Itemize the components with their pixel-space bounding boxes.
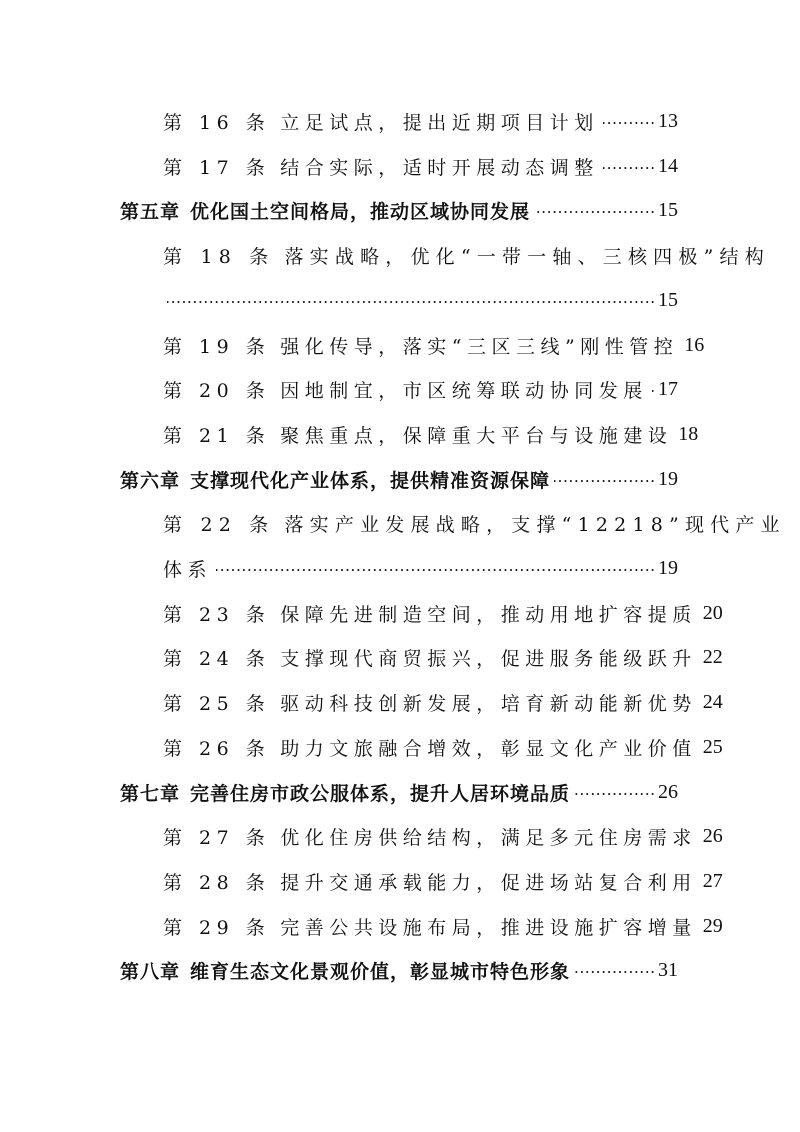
entry-title: 落实产业发展战略，支撑“12218”现代产业	[284, 513, 786, 536]
dot-leader	[574, 777, 656, 807]
page-number: 15	[658, 198, 678, 221]
toc-section-entry[interactable]	[0, 240, 770, 270]
page-number: 17	[658, 377, 678, 400]
entry-number: 第八章	[120, 960, 181, 983]
entry-text	[163, 376, 648, 403]
page-number: 27	[702, 869, 723, 892]
toc-section-entry[interactable]	[0, 598, 723, 628]
dot-leader	[216, 553, 656, 583]
entry-text	[163, 153, 599, 180]
entry-text	[120, 779, 570, 806]
toc-section-entry[interactable]	[0, 732, 723, 762]
page-number: 26	[658, 780, 678, 803]
entry-number: 第六章	[120, 469, 181, 492]
entry-text	[163, 823, 697, 850]
entry-title: 保障先进制造空间，推动用地扩容提质	[280, 603, 697, 626]
page-number: 20	[702, 601, 723, 624]
entry-text	[163, 332, 678, 359]
page-number: 15	[658, 288, 678, 311]
entry-title: 完善公共设施布局，推进设施扩容增量	[280, 916, 697, 939]
entry-title: 完善住房市政公服体系，提升人居环境品质	[190, 782, 571, 805]
toc-section-entry[interactable]	[0, 866, 723, 896]
dot-leader	[167, 285, 656, 315]
entry-number: 第 25 条	[163, 692, 271, 715]
toc-section-entry[interactable]	[0, 642, 723, 672]
page-number: 16	[684, 333, 705, 356]
toc-section-entry[interactable]	[0, 374, 678, 404]
toc-section-entry[interactable]	[0, 687, 723, 717]
toc-section-entry[interactable]	[0, 419, 699, 449]
dot-leader	[652, 374, 656, 404]
toc-chapter-entry[interactable]	[0, 777, 678, 807]
toc-chapter-entry[interactable]	[0, 195, 678, 225]
entry-number: 第 22 条	[163, 513, 275, 536]
entry-text	[163, 600, 697, 627]
toc-section-entry[interactable]	[0, 911, 723, 941]
toc-section-entry[interactable]	[0, 151, 678, 181]
dot-leader	[603, 106, 656, 136]
entry-text	[163, 421, 672, 448]
page-number: 19	[658, 467, 678, 490]
entry-title: 落实战略，优化“一带一轴、三核四极”结构	[284, 245, 770, 268]
entry-text	[163, 510, 786, 537]
entry-title: 助力文旅融合增效，彰显文化产业价值	[280, 737, 697, 760]
entry-number: 第 24 条	[163, 647, 271, 670]
toc-section-entry[interactable]	[0, 330, 705, 360]
page-number: 25	[702, 735, 723, 758]
entry-title-continued: 体系	[163, 558, 213, 581]
toc-chapter-entry[interactable]	[0, 464, 678, 494]
entry-number: 第 26 条	[163, 737, 271, 760]
entry-text	[163, 242, 770, 269]
entry-text	[163, 108, 599, 135]
entry-title: 提升交通承载能力，促进场站复合利用	[280, 871, 697, 894]
entry-number: 第 19 条	[163, 335, 271, 358]
page-number: 18	[678, 422, 699, 445]
dot-leader	[603, 151, 656, 181]
dot-leader	[534, 195, 656, 225]
toc-section-entry-continued[interactable]	[0, 553, 678, 583]
entry-title: 优化住房供给结构，满足多元住房需求	[280, 826, 697, 849]
entry-number: 第 18 条	[163, 245, 275, 268]
toc-chapter-entry[interactable]	[0, 955, 678, 985]
dot-leader	[554, 464, 656, 494]
entry-number: 第 16 条	[163, 111, 271, 134]
entry-number: 第七章	[120, 782, 181, 805]
toc-section-entry-continued[interactable]	[0, 285, 678, 315]
entry-text	[163, 689, 697, 716]
entry-text	[120, 466, 550, 493]
entry-number: 第五章	[120, 200, 181, 223]
page-number: 13	[658, 109, 678, 132]
entry-number: 第 23 条	[163, 603, 271, 626]
entry-number: 第 20 条	[163, 379, 271, 402]
entry-title: 立足试点，提出近期项目计划	[280, 111, 599, 134]
entry-title: 结合实际，适时开展动态调整	[280, 156, 599, 179]
entry-text	[163, 644, 697, 671]
entry-number: 第 17 条	[163, 156, 271, 179]
entry-title: 因地制宜，市区统筹联动协同发展	[280, 379, 648, 402]
toc-section-entry[interactable]	[0, 508, 786, 538]
entry-number: 第 21 条	[163, 424, 271, 447]
entry-text	[163, 868, 697, 895]
entry-text	[163, 734, 697, 761]
entry-title: 聚焦重点，保障重大平台与设施建设	[280, 424, 673, 447]
entry-number: 第 27 条	[163, 826, 271, 849]
page-number: 22	[702, 645, 723, 668]
page-number: 14	[658, 154, 678, 177]
toc-section-entry[interactable]	[0, 106, 678, 136]
entry-title: 驱动科技创新发展，培育新动能新优势	[280, 692, 697, 715]
page-number: 26	[702, 824, 723, 847]
entry-title: 支撑现代化产业体系，提供精准资源保障	[190, 469, 551, 492]
page-number: 31	[658, 958, 678, 981]
entry-text	[120, 197, 530, 224]
page-number: 19	[658, 556, 678, 579]
dot-leader	[574, 955, 656, 985]
entry-title: 维育生态文化景观价值，彰显城市特色形象	[190, 960, 571, 983]
toc-section-entry[interactable]	[0, 821, 723, 851]
entry-title: 优化国土空间格局，推动区域协同发展	[190, 200, 531, 223]
entry-text	[120, 957, 570, 984]
page-number: 24	[702, 690, 723, 713]
page-number: 29	[702, 914, 723, 937]
entry-text	[163, 913, 697, 940]
entry-title: 支撑现代商贸振兴，促进服务能级跃升	[280, 647, 697, 670]
entry-number: 第 28 条	[163, 871, 271, 894]
entry-title: 强化传导，落实“三区三线”刚性管控	[280, 335, 679, 358]
entry-number: 第 29 条	[163, 916, 271, 939]
